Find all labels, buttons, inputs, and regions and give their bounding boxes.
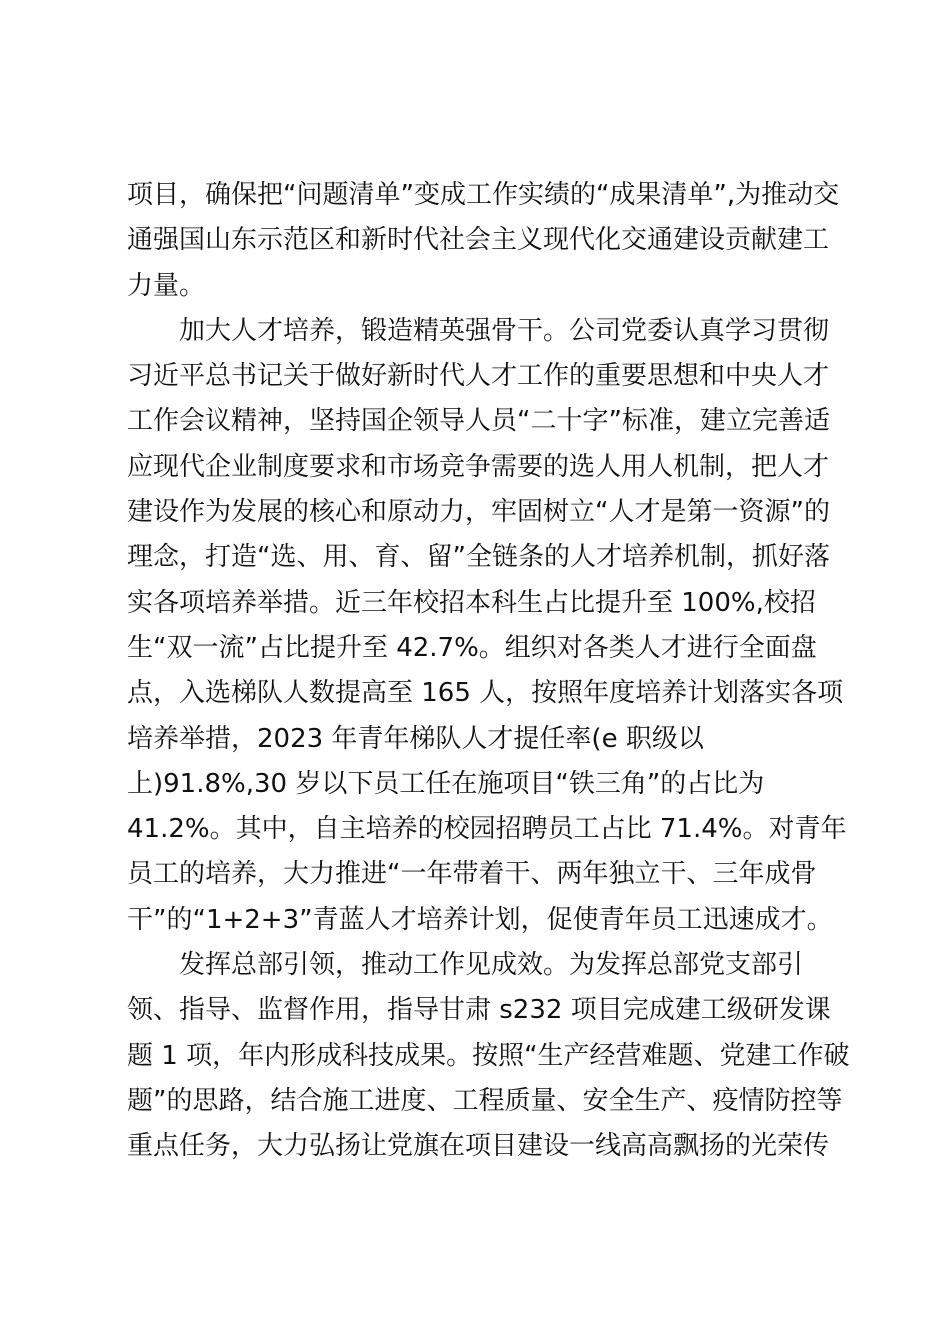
text-line: 通强国山东示范区和新时代社会主义现代化交通建设贡献建工 (127, 225, 830, 256)
text-line: 点，入选梯队人数提高至 165 人，按照年度培养计划落实各项 (127, 678, 844, 709)
text-line: 领、指导、监督作用，指导甘肃 s232 项目完成建工级研发课 (127, 995, 831, 1026)
body-text (127, 173, 850, 1170)
text-line: 工作会议精神，坚持国企领导人员“二十字”标准，建立完善适 (127, 406, 830, 437)
text-line: 上)91.8%,30 岁以下员工任在施项目“铁三角”的占比为 (127, 768, 765, 799)
text-line: 习近平总书记关于做好新时代人才工作的重要思想和中央人才 (127, 361, 830, 392)
paragraph-start-line: 发挥总部引领，推动工作见成效。为发挥总部党支部引 (179, 950, 804, 981)
text-line: 题 1 项，年内形成科技成果。按照“生产经营难题、党建工作破 (127, 1040, 850, 1071)
text-line: 理念，打造“选、用、育、留”全链条的人才培养机制，抓好落 (127, 542, 830, 573)
paragraph-start-line: 加大人才培养，锻造精英强骨干。公司党委认真学习贯彻 (179, 315, 830, 346)
text-line: 项目，确保把“问题清单”变成工作实绩的“成果清单”,为推动交 (127, 180, 840, 210)
text-line: 力量。 (127, 270, 206, 301)
text-line: 员工的培养，大力推进“一年带着干、两年独立干、三年成骨 (127, 859, 817, 890)
text-line: 应现代企业制度要求和市场竞争需要的选人用人机制，把人才 (127, 451, 830, 482)
text-line: 生“双一流”占比提升至 42.7%。组织对各类人才进行全面盘 (127, 632, 817, 663)
text-line: 培养举措，2023 年青年梯队人才提任率(e 职级以 (127, 723, 704, 754)
text-line: 41.2%。其中，自主培养的校园招聘员工占比 71.4%。对青年 (127, 814, 847, 845)
text-line: 重点任务，大力弘扬让党旗在项目建设一线高高飘扬的光荣传 (127, 1131, 830, 1162)
text-line: 题”的思路，结合施工进度、工程质量、安全生产、疫情防控等 (127, 1085, 843, 1116)
text-line: 建设作为发展的核心和原动力，牢固树立“人才是第一资源”的 (127, 497, 830, 528)
text-line: 实各项培养举措。近三年校招本科生占比提升至 100%,校招 (127, 587, 816, 618)
text-line: 干”的“1+2+3”青蓝人才培养计划，促使青年员工迅速成才。 (127, 904, 833, 935)
